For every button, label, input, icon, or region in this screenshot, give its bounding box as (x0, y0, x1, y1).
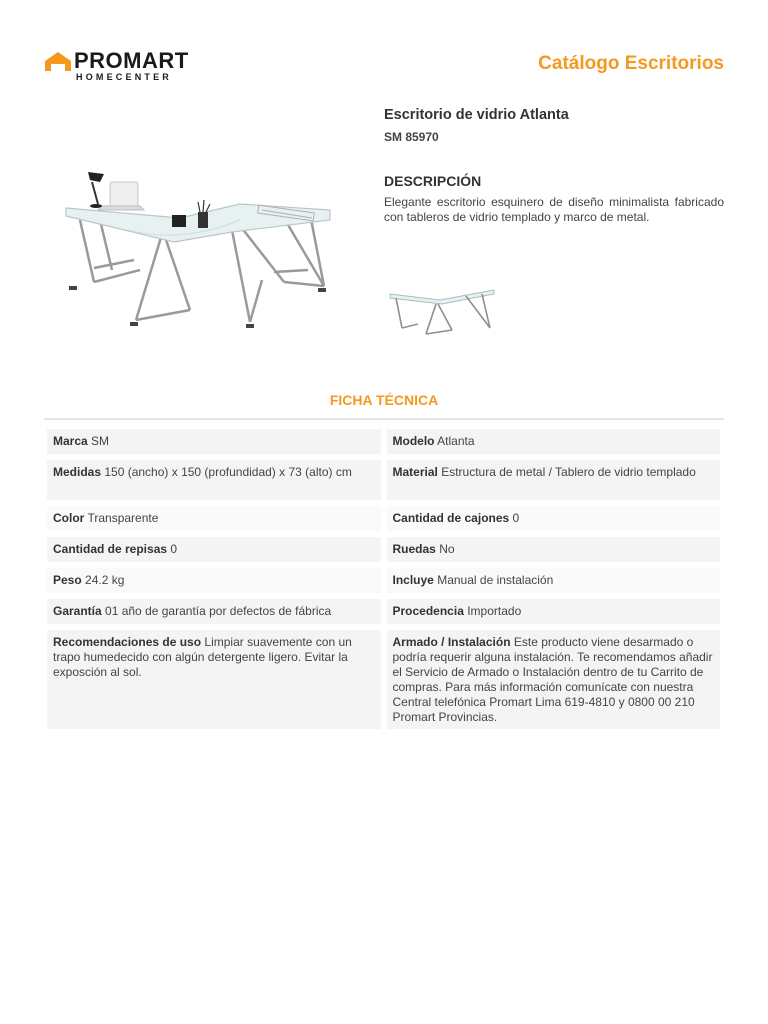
spec-cell (47, 429, 381, 454)
table-row (47, 537, 720, 562)
spec-key: Color (53, 511, 85, 525)
spec-key: Cantidad de repisas (53, 542, 168, 556)
description-heading: DESCRIPCIÓN (384, 173, 482, 189)
spec-value: Estructura de metal / Tablero de vidrio templado (441, 465, 696, 479)
table-row (47, 568, 720, 593)
spec-cell (387, 599, 721, 624)
brand-name: PROMART (74, 48, 189, 73)
catalog-title: Catálogo Escritorios (538, 53, 724, 74)
spec-cell (47, 460, 381, 500)
desk-thumbnail-image (386, 272, 498, 338)
spec-cell (47, 599, 381, 624)
spec-cell (47, 537, 381, 562)
spec-value: 01 año de garantía por defectos de fábrica (105, 604, 332, 618)
spec-cell (387, 506, 721, 531)
spec-key: Recomendaciones de uso (53, 635, 202, 649)
spec-key: Material (392, 465, 438, 479)
spec-cell (387, 537, 721, 562)
spec-key: Incluye (392, 573, 434, 587)
spec-key: Armado / Instalación (392, 635, 511, 649)
table-row (47, 460, 720, 500)
spec-value: SM (91, 434, 110, 448)
spec-value: Importado (467, 604, 522, 618)
table-row (47, 599, 720, 624)
spec-key: Ruedas (392, 542, 436, 556)
promart-logo (44, 48, 214, 88)
table-row (47, 506, 720, 531)
spec-cell (387, 568, 721, 593)
spec-value: 150 (ancho) x 150 (profundidad) x 73 (alto) cm (104, 465, 352, 479)
spec-key: Modelo (392, 434, 435, 448)
spec-value: 0 (170, 542, 178, 556)
spec-key: Garantía (53, 604, 102, 618)
spec-cell (387, 429, 721, 454)
spec-value: Atlanta (437, 434, 475, 448)
description-text: Elegante escritorio esquinero de diseño minimalista fabricado con tableros de vidrio templado y marco de metal. (384, 195, 724, 224)
specs-table (47, 429, 720, 735)
section-divider (44, 418, 724, 420)
spec-cell (47, 568, 381, 593)
table-row (47, 429, 720, 454)
spec-cell (47, 506, 381, 531)
ficha-tecnica-title: FICHA TÉCNICA (329, 392, 439, 408)
spec-key: Marca (53, 434, 88, 448)
spec-key: Procedencia (392, 604, 464, 618)
spec-cell (387, 630, 721, 729)
table-row (47, 630, 720, 729)
spec-value: 0 (512, 511, 520, 525)
product-name: Escritorio de vidrio Atlanta (384, 107, 569, 123)
spec-key: Cantidad de cajones (392, 511, 510, 525)
product-sku: SM 85970 (384, 130, 439, 144)
desk-product-image (62, 160, 338, 332)
spec-key: Medidas (53, 465, 102, 479)
spec-value: Transparente (87, 511, 159, 525)
spec-value: 24.2 kg (85, 573, 125, 587)
spec-value: Manual de instalación (437, 573, 554, 587)
spec-value: Este producto viene desarmado o podría requerir alguna instalación. Te recomendamos añadir el Servicio de Armado o Instalación dentro de tu Carrito de compras. Para más información comunícate con nuestra Central telefónica Promart Lima 619-4810 y 0800 00 210 Promart Provincias. (392, 635, 713, 724)
spec-cell (387, 460, 721, 500)
spec-value: No (439, 542, 455, 556)
spec-key: Peso (53, 573, 82, 587)
spec-value: Limpiar suavemente con un trapo humedecido con algún detergente ligero. Evitar la exposción al sol. (53, 635, 352, 679)
spec-cell (47, 630, 381, 729)
house-logo-icon (44, 50, 72, 72)
brand-subtitle: HOMECENTER (76, 72, 173, 82)
